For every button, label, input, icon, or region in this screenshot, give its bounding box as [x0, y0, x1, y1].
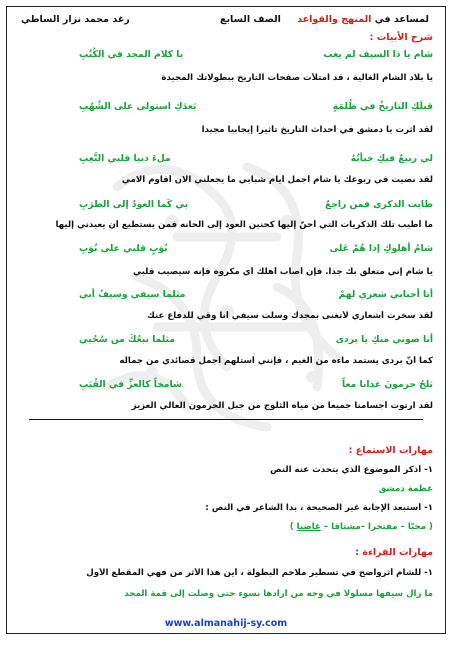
listening-question-2: ١- أستبعد الإجابة غير الصحيحة ، بدا الشاعر في النص : — [205, 503, 433, 513]
verse-explanation: يا بلاد الشام الغالية ، قد امتلأت صفحات التاريخ ببطولاتك المجيدة — [161, 73, 433, 83]
listening-question-1: ١- أذكر الموضوع الذي يتحدث عنه النص — [270, 465, 433, 475]
verse-line: ثلجُ حرمونَ غذانا معاً شامخاً كالعزِّ في القُبَبِ — [79, 379, 433, 390]
page-header — [15, 14, 437, 34]
subject-title: لمساعد في المنهج والقواعد — [297, 14, 429, 25]
verse-line: شامُ أهلوكِ إذا هُمْ عَلى نُوَبٍ قلبي على نُوَبِ — [79, 243, 433, 254]
verse-explanation: لقد نضيت في ربوعك يا شام أجمل أيام شبابي ما يجعلني الان أقاوم آلامي — [121, 175, 433, 185]
grade-label: الصف السابع — [220, 14, 281, 25]
verse-line: طابت الذكرى فمن راجعٌ بي كَما العودُ إلى الطرَبِ — [79, 199, 433, 210]
listening-answer-1: عظمة دمشق — [378, 484, 433, 494]
verse-explanation: يا شام إني متعلق بك جدا. فإن أصاب أهلك أي مكروه فإنه سيصيب قلبي — [132, 267, 433, 277]
listening-section-title: مهارات الاستماع : — [348, 445, 433, 456]
verse-explanation: لقد ارتوت أجسامنا جميعا من مياه الثلوج من جبل الحرمون العالي العزيز — [131, 401, 433, 411]
reading-section-title: مهارات القراءة : — [355, 547, 433, 558]
verse-explanation: لقد أثرت يا دمشق في أحداث التاريخ تأثيراً إيجابياً مجيداً — [201, 125, 433, 135]
verse-explanation: ما أطيب تلك الذكريات التي أحنّ إليها كحنين العود إلى الحانه فمن يستطيع أن يعيدني إليها — [55, 220, 433, 230]
verse-line: أنا صوتي منكِ يا بردى مثلما نبعُكَ من سُحُبي — [79, 334, 433, 345]
section-divider — [29, 419, 423, 420]
verse-line: لي ربيعٌ فيكِ خبأتُهُ ملءَ دنيا قلبي التَّعِبِ — [79, 153, 433, 164]
verse-line: قبلَكِ التاريخُ في ظُلمَةٍ بَعدَكِ استولى على الشُهُبِ — [79, 101, 433, 112]
footer-website-link[interactable]: www.almanahij-sy.com — [164, 618, 288, 629]
verse-explanation: كما أنّ بردى يستمد ماءه من الغيم ، فإنني أستلهم أجمل قصائدي من جماله — [119, 356, 433, 366]
author-name: رغد محمد نزار الساطي — [21, 14, 130, 25]
verse-line: شام يا ذا السيف لم يغب يا كلام المجد في الكُتُبِ — [79, 49, 433, 60]
reading-question-1: ١- للشام أثرواضح في تسطير ملاحم البطولة ، أين هذا الأثر من فهي المقطع الأول — [86, 568, 433, 578]
listening-options: ( محبّاً – مفتخراً –مشتاقاً – غاضباً ) — [289, 522, 433, 532]
worksheet-page — [6, 6, 446, 634]
verse-line: أنا أحبابي شعري لهمْ مثلما سيفي وسيفُ أبي — [79, 289, 433, 300]
reading-answer-1: ما زال سيفها مسلولاً في وجه من أرادها بسوء حتى وصلت إلى قمة المجد — [124, 589, 433, 599]
verses-section-title: شرح الأبيات : — [369, 32, 433, 43]
verse-explanation: لقد سخرت أشعاري لأتغنى بمجدك وسلت سيفي أنا وقي للدفاع عنك — [146, 311, 433, 321]
